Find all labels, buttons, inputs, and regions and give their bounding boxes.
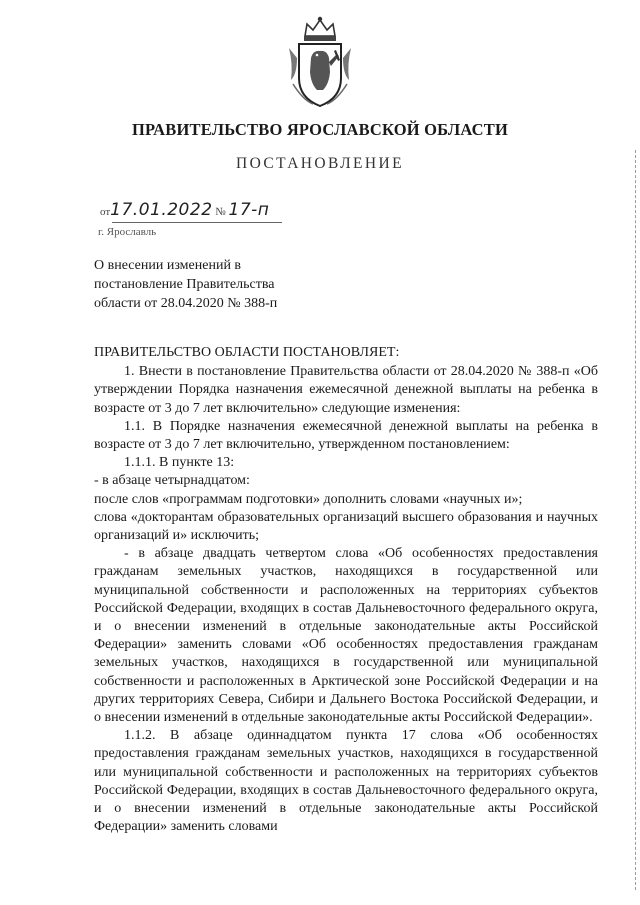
- paragraph-1-1-1: 1.1.1. В пункте 13:: [124, 455, 235, 471]
- subject-line: О внесении изменений в: [94, 258, 242, 273]
- yaroslavl-coat-of-arms-icon: [283, 14, 357, 110]
- date-underline: [112, 222, 282, 223]
- number-prefix: №: [215, 206, 226, 218]
- paragraph-item: слова «докторантам образовательных организаций высшего образования и научных организаций и» исключить;: [94, 509, 598, 544]
- scan-edge-line: [634, 150, 636, 890]
- paragraph-1-1-2: 1.1.2. В абзаце одиннадцатом пункта 17 слова «Об особенностях предоставления гражданам земельных участков, находящихся в государственной или муниципальной собственности и расположенных на территориях субъектов Российской Федерации, входящих в состав Дальневосточного федерального округа, и о внесении изменений в отдельные законодательные акты Российской Федерации» заменить словами: [94, 728, 598, 835]
- document-date: 17.01.2022: [110, 200, 213, 220]
- paragraph-item: - в абзаце четырнадцатом:: [94, 473, 250, 489]
- subject-line: области от 28.04.2020 № 388-п: [94, 296, 278, 311]
- document-number: 17-п: [228, 200, 270, 220]
- paragraph-item: после слов «программам подготовки» дополнить словами «научных и»;: [94, 491, 523, 507]
- date-number-line: [100, 200, 269, 220]
- document-type: ПОСТАНОВЛЕНИЕ: [236, 155, 404, 172]
- resolution-heading: ПРАВИТЕЛЬСТВО ОБЛАСТИ ПОСТАНОВЛЯЕТ:: [94, 345, 400, 360]
- paragraph-item: - в абзаце двадцать четвертом слова «Об особенностях предоставления гражданам земельных участков, находящихся в государственной или муниципальной собственности и расположенных на территориях субъектов Российской Федерации, входящих в состав Дальневосточного федерального округа, и о внесении изменений в отдельные законодательные акты Российской Федерации» заменить словами «Об особенностях предоставления гражданам земельных участков, находящихся в государственной или муниципальной собственности и расположенных в Арктической зоне Российской Федерации и на других территориях Севера, Сибири и Дальнего Востока Российской Федерации, и о внесении изменений в отдельные законодательные акты Российской Федерации».: [94, 546, 598, 726]
- date-prefix: от: [100, 206, 111, 218]
- government-title: ПРАВИТЕЛЬСТВО ЯРОСЛАВСКОЙ ОБЛАСТИ: [131, 120, 509, 139]
- city: г. Ярославль: [98, 226, 157, 238]
- paragraph-1-1: 1.1. В Порядке назначения ежемесячной денежной выплаты на ребенка в возрасте от 3 до 7 лет включительно, утвержденном постановлением:: [94, 418, 598, 453]
- paragraph-1: 1. Внести в постановление Правительства области от 28.04.2020 № 388-п «Об утверждении Порядка назначения ежемесячной денежной выплаты на ребенка в возрасте от 3 до 7 лет включительно» следующие изменения:: [94, 364, 598, 416]
- document-subject: [94, 256, 354, 313]
- document-body: [94, 344, 598, 836]
- subject-line: постановление Правительства: [94, 277, 275, 292]
